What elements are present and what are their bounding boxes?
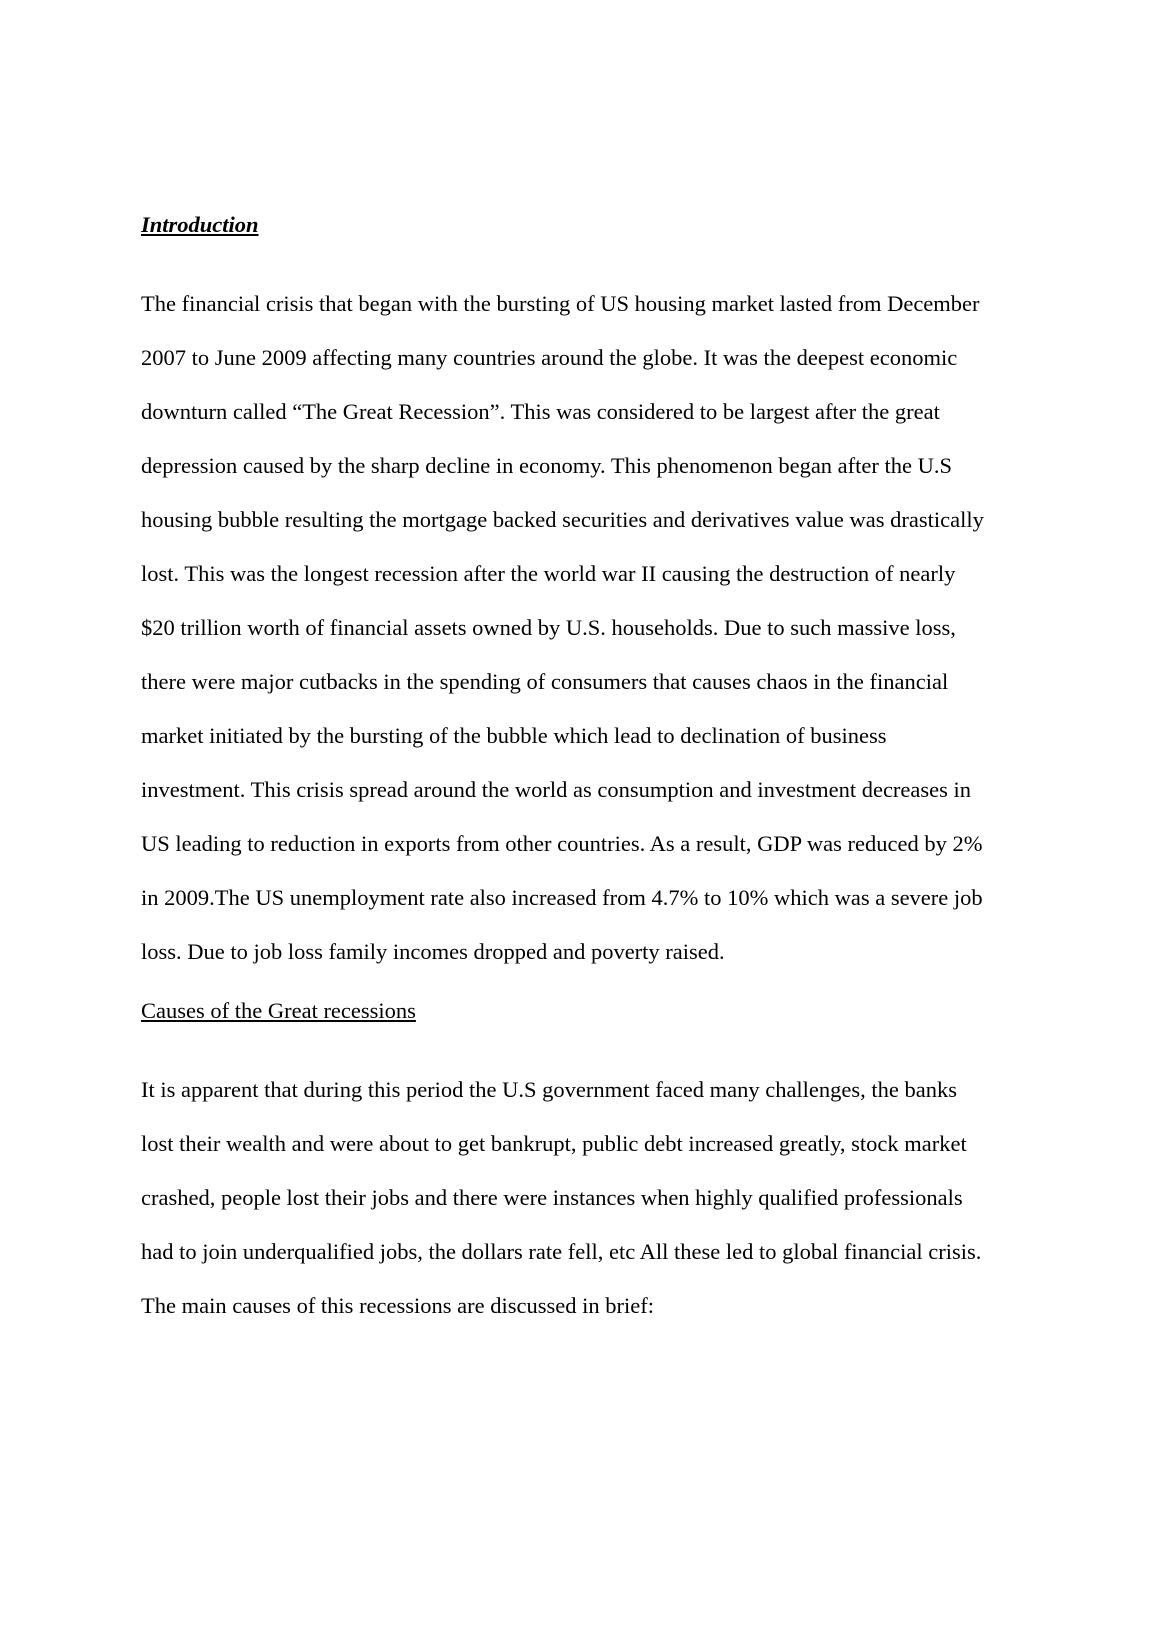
text-line: US leading to reduction in exports from other countries. As a result, GDP was reduced by 2% <box>141 831 983 856</box>
text-line: loss. Due to job loss family incomes dropped and poverty raised. <box>141 939 725 964</box>
text-line: downturn called “The Great Recession”. This was considered to be largest after the great <box>141 399 940 424</box>
introduction-paragraph <box>141 277 1026 979</box>
text-line: lost their wealth and were about to get bankrupt, public debt increased greatly, stock market <box>141 1131 967 1156</box>
causes-paragraph <box>141 1063 1026 1333</box>
text-line: had to join underqualified jobs, the dollars rate fell, etc All these led to global financial crisis. <box>141 1239 982 1264</box>
causes-heading: Causes of the Great recessions <box>141 998 416 1023</box>
spacer <box>141 979 1026 993</box>
text-line: market initiated by the bursting of the bubble which lead to declination of business <box>141 723 887 748</box>
text-line: depression caused by the sharp decline in economy. This phenomenon began after the U.S <box>141 453 953 478</box>
text-line: The financial crisis that began with the bursting of US housing market lasted from December <box>141 291 980 316</box>
text-line: 2007 to June 2009 affecting many countries around the globe. It was the deepest economic <box>141 345 958 370</box>
spacer <box>141 1029 1026 1063</box>
text-line: The main causes of this recessions are discussed in brief: <box>141 1293 654 1318</box>
text-line: crashed, people lost their jobs and there were instances when highly qualified professionals <box>141 1185 963 1210</box>
text-line: investment. This crisis spread around the world as consumption and investment decreases in <box>141 777 972 802</box>
text-line: in 2009.The US unemployment rate also increased from 4.7% to 10% which was a severe job <box>141 885 983 910</box>
text-line: housing bubble resulting the mortgage backed securities and derivatives value was drastically <box>141 507 984 532</box>
text-line: lost. This was the longest recession after the world war II causing the destruction of nearly <box>141 561 956 586</box>
spacer <box>141 243 1026 277</box>
introduction-heading: Introduction <box>141 212 259 237</box>
text-line: $20 trillion worth of financial assets owned by U.S. households. Due to such massive loss, <box>141 615 956 640</box>
document-body <box>141 207 1026 1333</box>
text-line: there were major cutbacks in the spending of consumers that causes chaos in the financial <box>141 669 949 694</box>
text-line: It is apparent that during this period the U.S government faced many challenges, the banks <box>141 1077 958 1102</box>
